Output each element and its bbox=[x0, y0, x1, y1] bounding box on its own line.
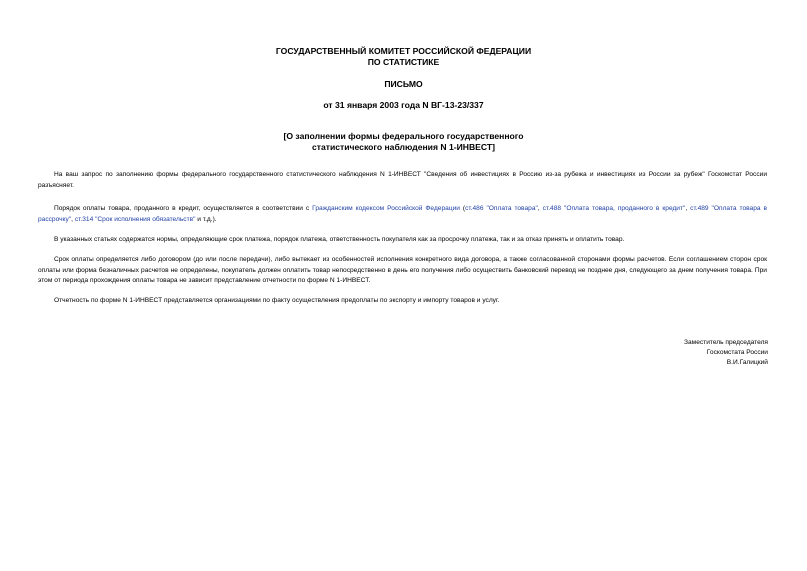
paragraph-norms: В указанных статьях содержатся нормы, определяющие срок платежа, порядок платежа, ответственность покупателя как за просрочку платежа, так и за отказ принять и оплатить товар. bbox=[54, 236, 625, 243]
signatory-position: Заместитель председателя bbox=[684, 339, 768, 346]
paragraph-text: , bbox=[71, 215, 75, 223]
document-subject-line-1: [О заполнении формы федерального государственного bbox=[283, 131, 524, 141]
article-488-link[interactable]: ст.488 "Оплата товара, проданного в кредит" bbox=[542, 205, 686, 212]
civil-code-link[interactable]: Гражданским кодексом Российской Федерации bbox=[312, 205, 460, 212]
paragraph-text: Порядок оплаты товара, проданного в кредит, осуществляется в соответствии с bbox=[54, 205, 313, 212]
document-date-number: от 31 января 2003 года N ВГ-13-23/337 bbox=[323, 100, 484, 110]
paragraph-payment-terms: Срок оплаты определяется либо договором (до или после передачи), либо вытекает из особенностей исполнения конкретного вида договора, а также согласованной сторонами формы расчетов. Если соглашением сторон срок оплаты или форма безналичных расчетов не определены, покупатель должен оплатить товар непосредственно в день его получения либо осуществить банковский перевод не позднее дня, следующего за днем получения товара. При этом от периода прохождения оплаты товара не зависит представление отчетности по форме N 1-ИНВЕСТ. bbox=[38, 256, 767, 284]
document-subject-line-2: статистического наблюдения N 1-ИНВЕСТ] bbox=[311, 142, 496, 152]
paragraph-text: и т.д.). bbox=[195, 215, 217, 223]
article-486-link[interactable]: ст.486 "Оплата товара" bbox=[465, 205, 538, 212]
paragraph-text: , bbox=[537, 205, 543, 212]
issuer-line-2: ПО СТАТИСТИКЕ bbox=[367, 57, 440, 67]
issuer-line-1: ГОСУДАРСТВЕННЫЙ КОМИТЕТ РОССИЙСКОЙ ФЕДЕРАЦИИ bbox=[275, 46, 532, 56]
paragraph-reporting: Отчетность по форме N 1-ИНВЕСТ представляется организациями по факту осуществления предоплаты по экспорту и импорту товаров и услуг. bbox=[54, 297, 500, 304]
signatory-name: В.И.Галицкий bbox=[726, 359, 768, 366]
paragraph-text: , bbox=[685, 205, 691, 212]
signatory-organization: Госкомстата России bbox=[706, 349, 768, 356]
article-314-link[interactable]: ст.314 "Срок исполнения обязательств" bbox=[74, 215, 196, 223]
paragraph-text: ( bbox=[459, 205, 466, 212]
document-type: ПИСЬМО bbox=[384, 79, 423, 89]
article-489-link[interactable]: ст.489 "Оплата товара в рассрочку" bbox=[38, 205, 768, 223]
paragraph-request: На ваш запрос по заполнению формы федерального государственного статистического наблюдения N 1-ИНВЕСТ "Сведения об инвестициях в Россию из-за рубежа и инвестициях из России за рубеж" Госкомстат России разъясняет. bbox=[38, 171, 767, 189]
paragraph-payment-order bbox=[38, 204, 767, 225]
